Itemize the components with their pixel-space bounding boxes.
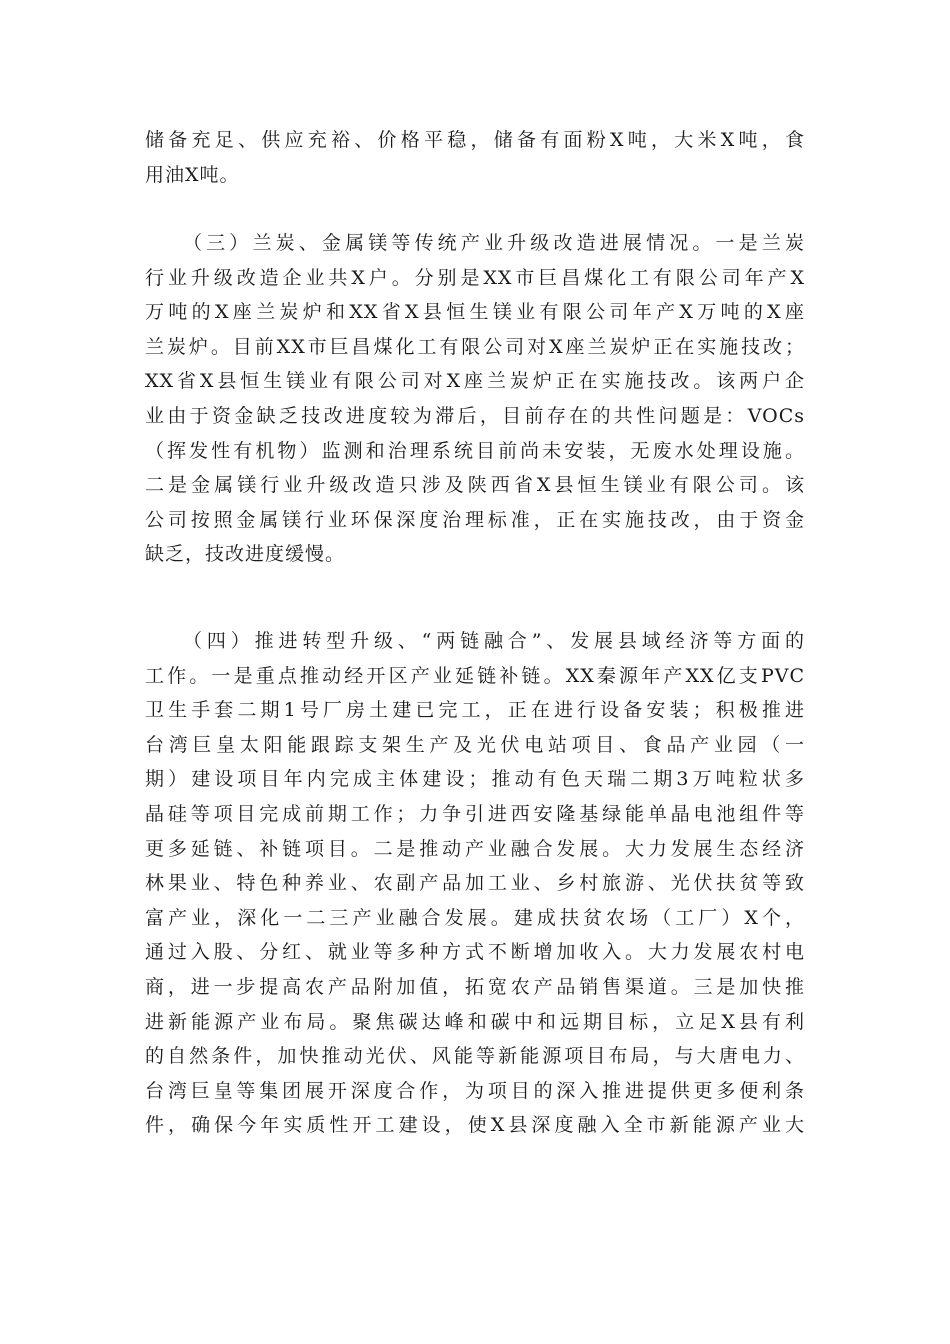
text-line: 行业升级改造企业共X户。分别是XX市巨昌煤化工有限公司年产X	[145, 266, 805, 289]
text-line: XX省X县恒生镁业有限公司对X座兰炭炉正在实施技改。该两户企	[145, 370, 805, 393]
text-line: 万吨的X座兰炭炉和XX省X县恒生镁业有限公司年产X万吨的X座	[145, 301, 805, 324]
text-line: 用油X吨。	[145, 163, 240, 186]
text-line: 晶硅等项目完成前期工作；力争引进西安隆基绿能单晶电池组件等	[145, 802, 805, 825]
paragraph-section-three	[145, 226, 805, 572]
text-line: 的自然条件，加快推动光伏、风能等新能源项目布局，与大唐电力、	[145, 1045, 805, 1068]
text-line: 兰炭炉。目前XX市巨昌煤化工有限公司对X座兰炭炉正在实施技改；	[145, 335, 805, 358]
text-line: （三）兰炭、金属镁等传统产业升级改造进展情况。一是兰炭	[183, 232, 805, 254]
text-line: 二是金属镁行业升级改造只涉及陕西省X县恒生镁业有限公司。该	[145, 474, 805, 497]
text-line: （挥发性有机物）监测和治理系统目前尚未安装，无废水处理设施。	[145, 439, 805, 462]
text-line: 富产业，深化一二三产业融合发展。建成扶贫农场（工厂）X个，	[145, 906, 805, 929]
text-line: 公司按照金属镁行业环保深度治理标准，正在实施技改，由于资金	[145, 508, 805, 531]
text-line: 工作。一是重点推动经开区产业延链补链。XX秦源年产XX亿支PVC	[145, 664, 805, 687]
text-line: 件，确保今年实质性开工建设，使X县深度融入全市新能源产业大	[145, 1114, 805, 1137]
text-line: 缺乏，技改进度缓慢。	[145, 543, 346, 566]
text-line: （四）推进转型升级、“两链融合”、发展县域经济等方面的	[183, 630, 805, 652]
text-line: 林果业、特色种养业、农副产品加工业、乡村旅游、光伏扶贫等致	[145, 872, 805, 895]
text-line: 更多延链、补链项目。二是推动产业融合发展。大力发展生态经济	[145, 837, 805, 860]
text-line: 台湾巨皇太阳能跟踪支架生产及光伏电站项目、食品产业园（一	[145, 733, 805, 756]
text-line: 卫生手套二期1号厂房土建已完工，正在进行设备安装；积极推进	[145, 699, 805, 722]
text-line: 商，进一步提高农产品附加值，拓宽农产品销售渠道。三是加快推	[145, 975, 805, 998]
text-line: 业由于资金缺乏技改进度较为滞后，目前存在的共性问题是：VOCs	[145, 404, 805, 427]
text-line: 通过入股、分红、就业等多种方式不断增加收入。大力发展农村电	[145, 941, 805, 964]
paragraph-food-reserves	[145, 123, 805, 192]
text-line: 期）建设项目年内完成主体建设；推动有色天瑞二期3万吨粒状多	[145, 768, 805, 791]
paragraph-section-four	[145, 624, 805, 1143]
text-line: 进新能源产业布局。聚焦碳达峰和碳中和远期目标，立足X县有利	[145, 1010, 805, 1033]
text-line: 台湾巨皇等集团展开深度合作，为项目的深入推进提供更多便利条	[145, 1079, 805, 1102]
text-line: 储备充足、供应充裕、价格平稳，储备有面粉X吨，大米X吨，食	[145, 129, 805, 151]
